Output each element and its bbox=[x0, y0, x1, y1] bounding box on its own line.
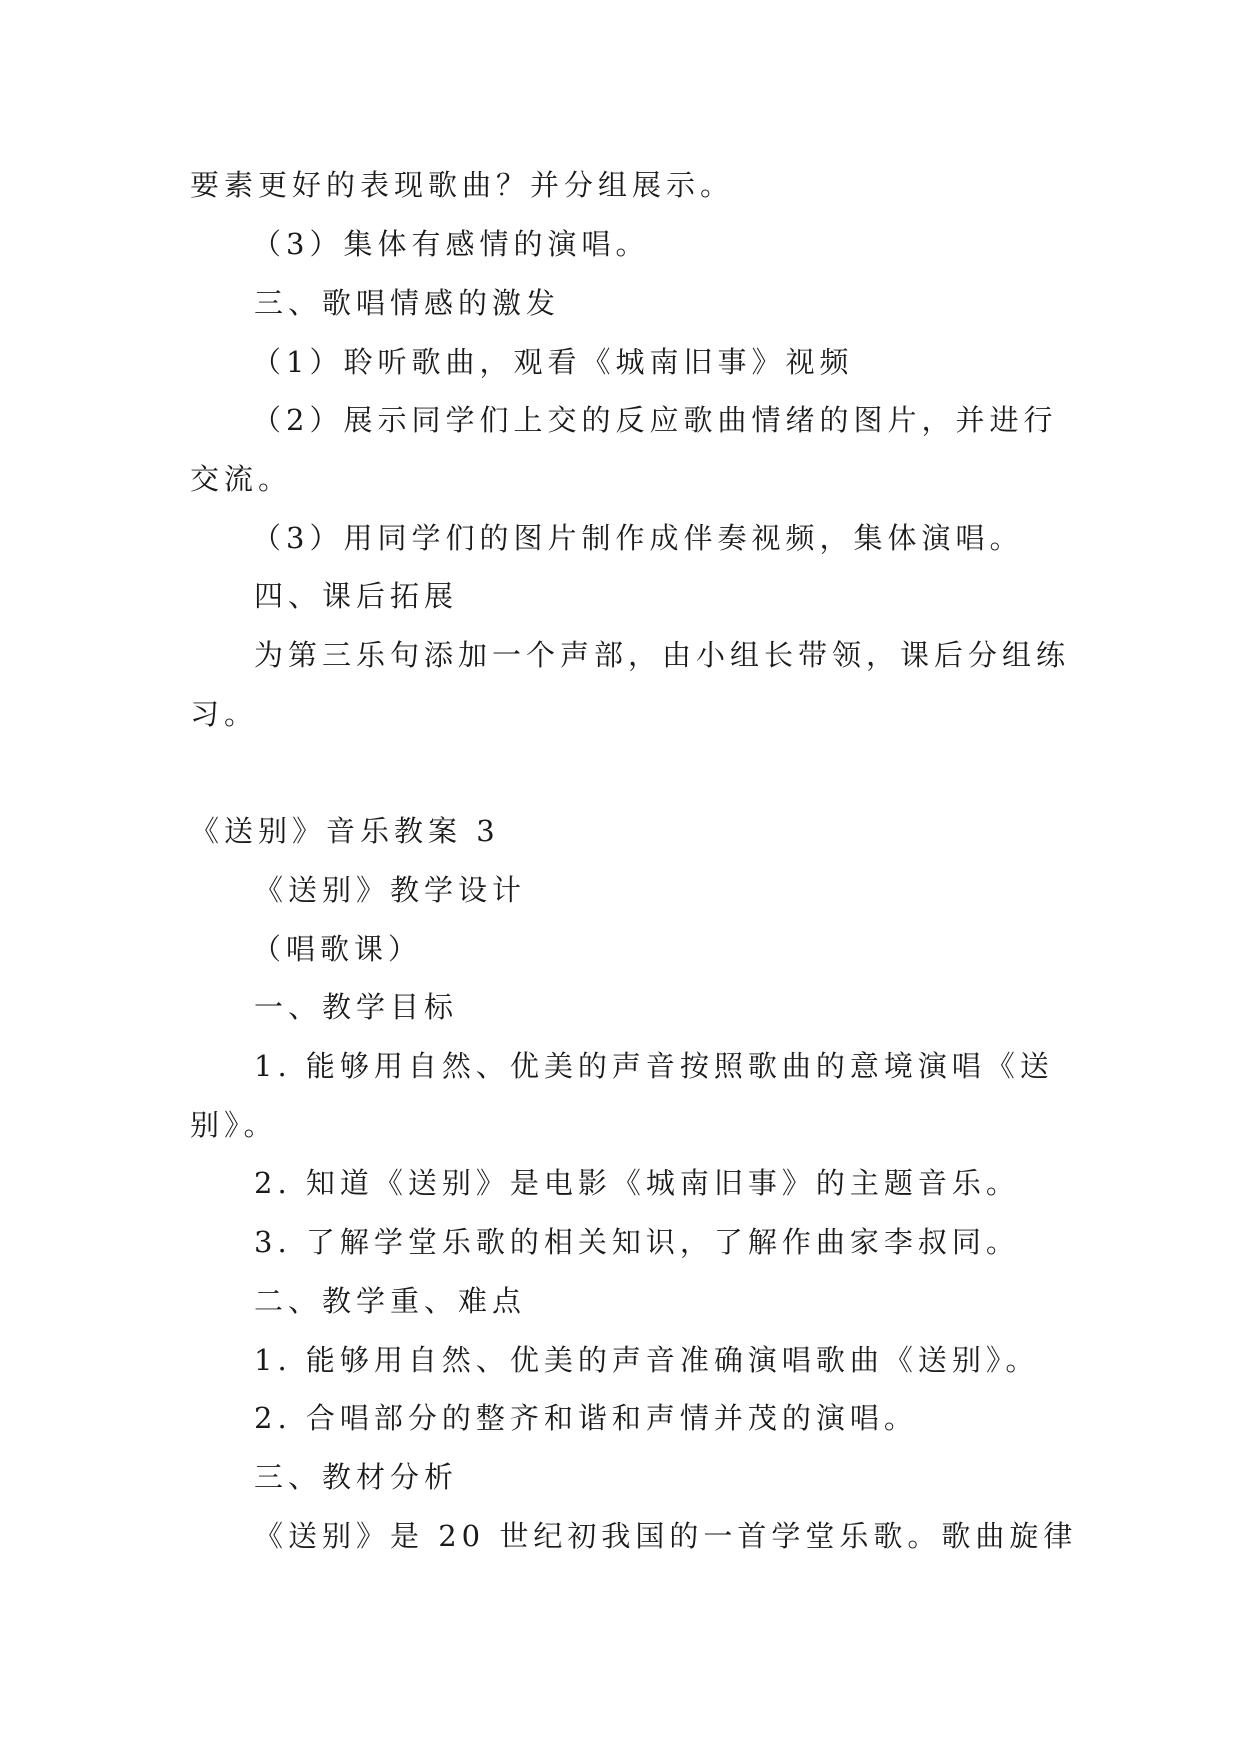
section-heading: 二、教学重、难点 bbox=[254, 1284, 527, 1318]
list-item: 2. 知道《送别》是电影《城南旧事》的主题音乐。 bbox=[254, 1166, 1020, 1200]
section-heading: 四、课后拓展 bbox=[254, 579, 459, 613]
list-item: 3. 了解学堂乐歌的相关知识，了解作曲家李叔同。 bbox=[254, 1225, 1020, 1259]
text-line: （1）聆听歌曲，观看《城南旧事》视频 bbox=[252, 345, 854, 379]
text-line: 为第三乐句添加一个声部，由小组长带领，课后分组练 bbox=[254, 638, 1071, 672]
subtitle: （唱歌课） bbox=[252, 932, 423, 966]
list-item: 1. 能够用自然、优美的声音准确演唱歌曲《送别》。 bbox=[254, 1343, 1040, 1377]
section-heading: 三、歌唱情感的激发 bbox=[254, 286, 561, 320]
text-line: 别》。 bbox=[190, 1108, 278, 1142]
text-line: （3）集体有感情的演唱。 bbox=[252, 227, 650, 261]
document-title: 《送别》音乐教案 3 bbox=[190, 814, 500, 848]
subtitle: 《送别》教学设计 bbox=[254, 873, 527, 907]
text-line: 习。 bbox=[190, 697, 259, 731]
section-heading: 一、教学目标 bbox=[254, 990, 459, 1024]
section-heading: 三、教材分析 bbox=[254, 1460, 459, 1494]
list-item: 2. 合唱部分的整齐和谐和声情并茂的演唱。 bbox=[254, 1401, 918, 1435]
text-line: （2）展示同学们上交的反应歌曲情绪的图片，并进行 bbox=[252, 403, 1058, 437]
text-line: 交流。 bbox=[190, 462, 293, 496]
text-line: 要素更好的表现歌曲？并分组展示。 bbox=[190, 168, 735, 202]
list-item: 1. 能够用自然、优美的声音按照歌曲的意境演唱《送 bbox=[254, 1049, 1054, 1083]
text-line: （3）用同学们的图片制作成伴奏视频，集体演唱。 bbox=[252, 521, 1024, 555]
text-line: 《送别》是 20 世纪初我国的一首学堂乐歌。歌曲旋律 bbox=[254, 1519, 1078, 1553]
